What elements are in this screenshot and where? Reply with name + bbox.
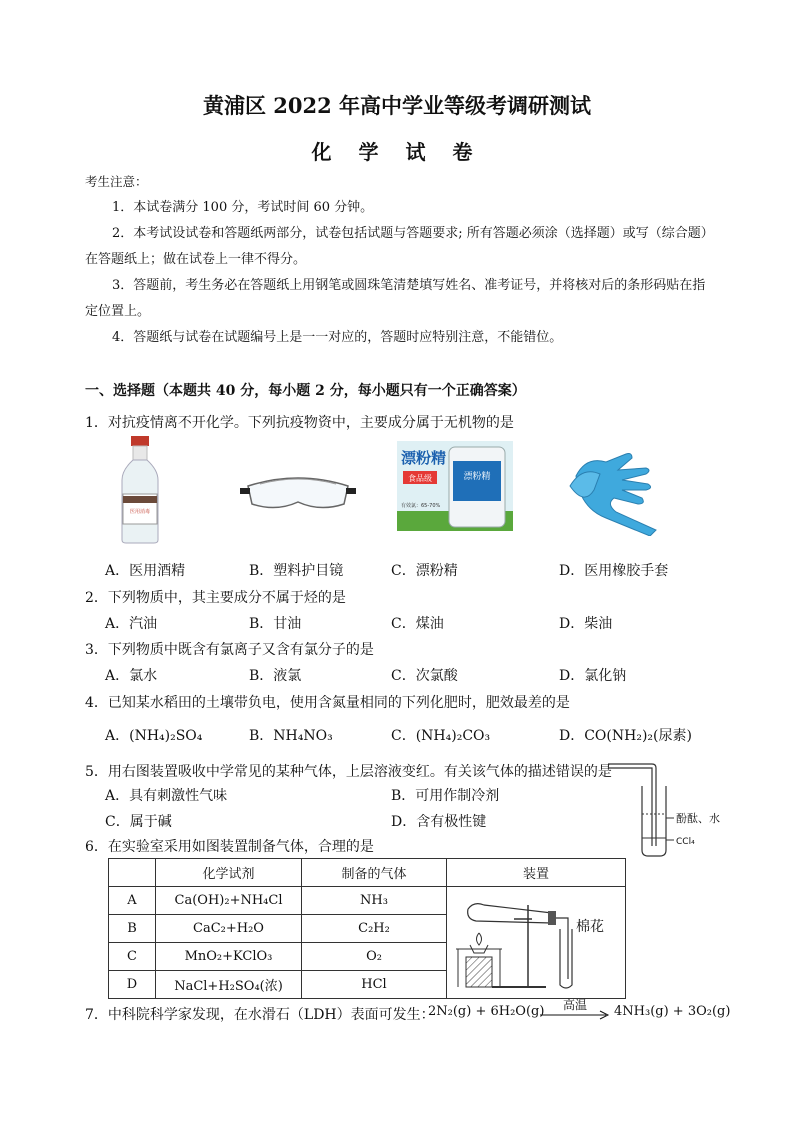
q5-option-c: C．属于碱 bbox=[105, 814, 172, 830]
q4-stem: 4．已知某水稻田的土壤带负电，使用含氮量相同的下列化肥时，肥效最差的是 bbox=[85, 695, 570, 711]
apparatus-cell bbox=[447, 887, 626, 999]
q1-option-d: D．医用橡胶手套 bbox=[559, 563, 669, 579]
label-phenolphthalein: 酚酞、水 bbox=[676, 812, 720, 825]
rubber-glove-image bbox=[566, 446, 662, 536]
note-3: 3．答题前，考生务必在答题纸上用钢笔或圆珠笔清楚填写姓名、准考证号，并将核对后的条形码贴在指定位置上。 bbox=[85, 278, 706, 319]
table-cell: D bbox=[109, 971, 156, 999]
q6-table bbox=[108, 858, 626, 999]
gas-preparation-apparatus bbox=[448, 889, 624, 993]
table-header: 化学试剂 bbox=[156, 859, 302, 887]
table-header-row bbox=[109, 859, 626, 887]
bucket-tag: 漂粉精 bbox=[463, 472, 491, 482]
q2-option-b: B．甘油 bbox=[249, 616, 302, 632]
note-2: 2．本考试设试卷和答题纸两部分，试卷包括试题与答题要求; 所有答题必须涂（选择题）或写（综合题）在答题纸上；做在试卷上一律不得分。 bbox=[85, 226, 714, 267]
table-cell: C bbox=[109, 943, 156, 971]
bucket-label: 漂粉精 bbox=[401, 449, 447, 467]
q4-option-d: D．CO(NH₂)₂(尿素) bbox=[559, 728, 692, 744]
section-heading: 一、选择题（本题共 40 分，每小题 2 分，每小题只有一个正确答案） bbox=[85, 383, 526, 399]
note-4: 4．答题纸与试卷在试题编号上是一一对应的，答题时应特别注意，不能错位。 bbox=[112, 330, 563, 345]
q4-option-b: B．NH₄NO₃ bbox=[249, 728, 333, 744]
q5-option-a: A．具有刺激性气味 bbox=[105, 788, 228, 804]
q3-option-c: C．次氯酸 bbox=[391, 668, 458, 684]
exam-title: 黄浦区 2022 年高中学业等级考调研测试 bbox=[202, 93, 592, 118]
q2-option-c: C．煤油 bbox=[391, 616, 444, 632]
q3-option-d: D．氯化钠 bbox=[559, 668, 627, 684]
q7-reactants: 2N₂(g) + 6H₂O(g) bbox=[428, 1004, 545, 1019]
q5-option-d: D．含有极性键 bbox=[391, 814, 487, 830]
table-cell: Ca(OH)₂+NH₄Cl bbox=[156, 887, 302, 915]
q4-option-a: A．(NH₄)₂SO₄ bbox=[105, 728, 203, 744]
q7-condition: 高温 bbox=[562, 998, 587, 1012]
table-header bbox=[109, 859, 156, 887]
q3-option-b: B．液氯 bbox=[249, 668, 302, 684]
q5-stem: 5．用右图装置吸收中学常见的某种气体，上层溶液变红。有关该气体的描述错误的是 bbox=[85, 764, 612, 780]
label-ccl4: CCl₄ bbox=[676, 837, 695, 847]
alcohol-bottle-image bbox=[118, 436, 162, 544]
q7-products: 4NH₃(g) + 3O₂(g) bbox=[614, 1004, 731, 1019]
table-cell: C₂H₂ bbox=[302, 915, 447, 943]
table-header: 制备的气体 bbox=[302, 859, 447, 887]
notes-heading: 考生注意： bbox=[85, 174, 148, 189]
goggles-image bbox=[240, 466, 356, 516]
q1-option-c: C．漂粉精 bbox=[391, 563, 458, 579]
q1-option-a: A．医用酒精 bbox=[105, 563, 186, 579]
table-cell: NaCl+H₂SO₄(浓) bbox=[156, 971, 302, 999]
table-cell: O₂ bbox=[302, 943, 447, 971]
q3-stem: 3．下列物质中既含有氯离子又含有氯分子的是 bbox=[85, 642, 374, 658]
reaction-arrow-icon bbox=[540, 1010, 610, 1020]
q3-option-a: A．氯水 bbox=[105, 668, 158, 684]
bottle-label: 医用消毒 bbox=[129, 509, 151, 515]
q6-stem: 6．在实验室采用如图装置制备气体，合理的是 bbox=[85, 839, 374, 855]
q1-option-b: B．塑料护目镜 bbox=[249, 563, 344, 579]
q2-stem: 2．下列物质中，其主要成分不属于烃的是 bbox=[85, 590, 346, 606]
table-cell: MnO₂+KClO₃ bbox=[156, 943, 302, 971]
bucket-note: 有效氯：65-70% bbox=[401, 503, 441, 509]
q2-option-a: A．汽油 bbox=[105, 616, 158, 632]
absorption-apparatus-diagram bbox=[602, 762, 752, 858]
q4-option-c: C．(NH₄)₂CO₃ bbox=[391, 728, 491, 744]
table-cell: CaC₂+H₂O bbox=[156, 915, 302, 943]
table-cell: HCl bbox=[302, 971, 447, 999]
table-cell: A bbox=[109, 887, 156, 915]
q2-option-d: D．柴油 bbox=[559, 616, 613, 632]
q7-stem: 7．中科院科学家发现，在水滑石（LDH）表面可发生： bbox=[85, 1007, 435, 1023]
bleach-bucket-image bbox=[397, 441, 513, 531]
table-header: 装置 bbox=[447, 859, 626, 887]
cotton-label: 棉花 bbox=[576, 918, 604, 935]
table-cell: NH₃ bbox=[302, 887, 447, 915]
q5-option-b: B．可用作制冷剂 bbox=[391, 788, 500, 804]
table-cell: B bbox=[109, 915, 156, 943]
bucket-sublabel: 食品级 bbox=[408, 474, 432, 483]
table-row bbox=[109, 887, 626, 915]
note-1: 1．本试卷满分 100 分，考试时间 60 分钟。 bbox=[112, 200, 374, 215]
q1-stem: 1．对抗疫情离不开化学。下列抗疫物资中，主要成分属于无机物的是 bbox=[85, 415, 514, 431]
exam-subtitle: 化 学 试 卷 bbox=[311, 140, 483, 164]
